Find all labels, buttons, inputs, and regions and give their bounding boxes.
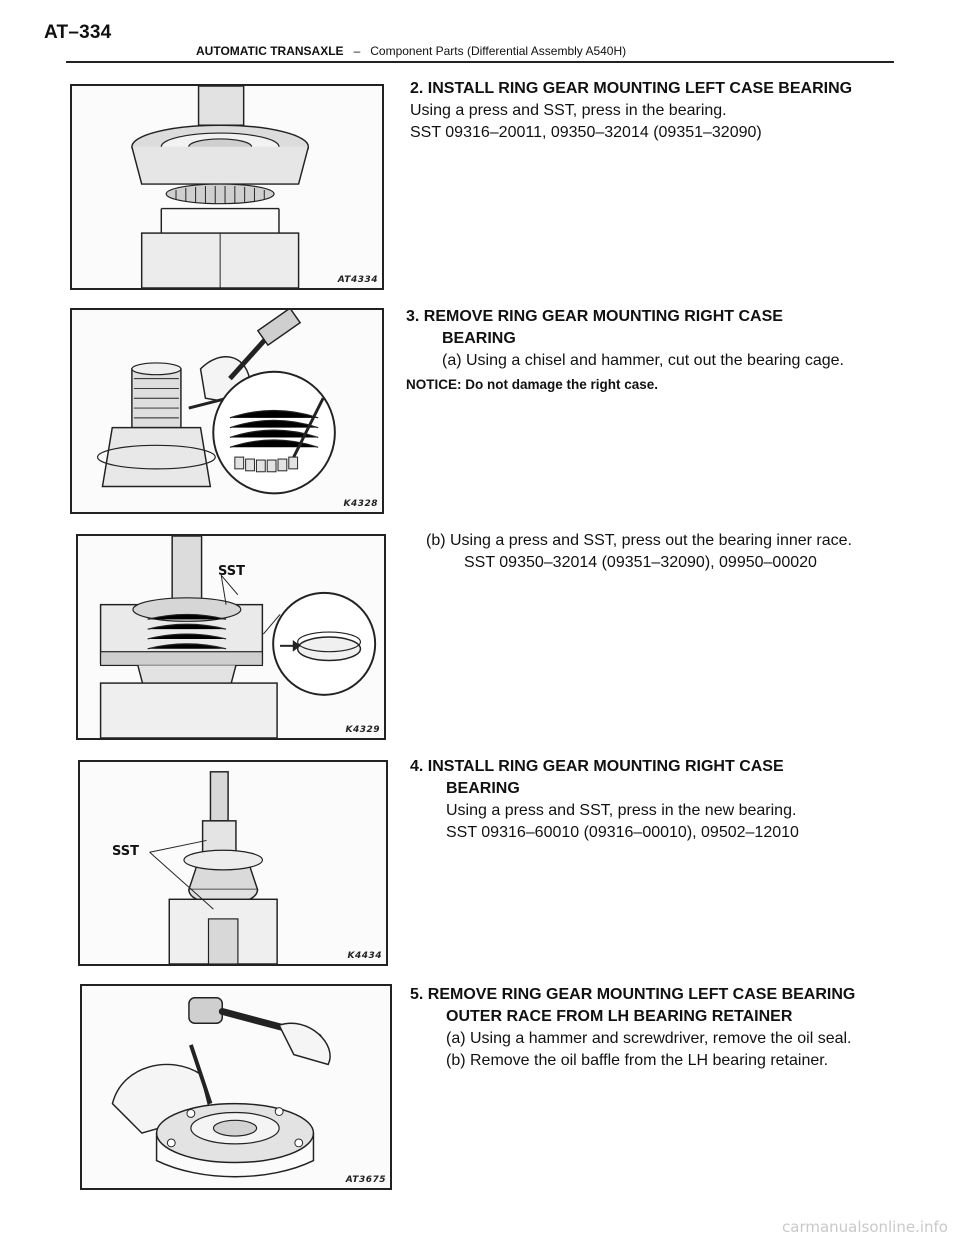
step-3-title-cont: BEARING (442, 330, 516, 347)
step-4-title: 4. INSTALL RING GEAR MOUNTING RIGHT CASE (410, 758, 784, 775)
step-3 (406, 306, 844, 396)
step-5a-instruction: (a) Using a hammer and screwdriver, remove the oil seal. (446, 1030, 852, 1047)
figure-code: AT3675 (345, 1175, 386, 1185)
step-4 (410, 756, 799, 844)
figure-cut-bearing-cage (70, 308, 384, 514)
step-5-title-cont: OUTER RACE FROM LH BEARING RETAINER (446, 1008, 793, 1025)
figure-press-out-inner-race (76, 534, 386, 740)
step-5-title: 5. REMOVE RING GEAR MOUNTING LEFT CASE BEARING (410, 986, 856, 1003)
step-4-sst: SST 09316–60010 (09316–00010), 09502–12010 (446, 824, 799, 841)
chisel-hammer-illustration (72, 310, 382, 512)
hammer-screwdriver-illustration (82, 986, 390, 1188)
press-left-bearing-illustration (72, 86, 382, 288)
figure-press-in-right-bearing (78, 760, 388, 966)
subsection-title: Component Parts (Differential Assembly A540H) (370, 44, 627, 58)
step-3b-instruction: (b) Using a press and SST, press out the bearing inner race. (426, 532, 852, 549)
figure-code: K4329 (345, 725, 380, 735)
sst-label: SST (218, 564, 246, 579)
step-5b-instruction: (b) Remove the oil baffle from the LH bearing retainer. (446, 1052, 829, 1069)
step-3a-instruction: (a) Using a chisel and hammer, cut out the bearing cage. (442, 352, 844, 369)
step-3-notice: NOTICE: Do not damage the right case. (406, 377, 659, 392)
figure-code: K4434 (347, 951, 382, 961)
figure-press-left-bearing (70, 84, 384, 290)
figure-code: AT4334 (337, 275, 378, 285)
figure-code: K4328 (343, 499, 378, 509)
running-header (196, 44, 626, 58)
page-number: AT–334 (44, 22, 112, 43)
press-right-bearing-illustration (80, 762, 386, 964)
step-2-sst: SST 09316–20011, 09350–32014 (09351–32090) (410, 124, 762, 141)
step-2 (410, 78, 852, 144)
step-3b (426, 530, 852, 574)
header-separator: – (353, 44, 361, 58)
section-title: AUTOMATIC TRANSAXLE (196, 44, 344, 58)
watermark: carmanualsonline.info (782, 1218, 948, 1236)
figure-remove-oil-seal (80, 984, 392, 1190)
step-3-title: 3. REMOVE RING GEAR MOUNTING RIGHT CASE (406, 308, 783, 325)
step-3b-sst: SST 09350–32014 (09351–32090), 09950–00020 (464, 554, 817, 571)
sst-label: SST (112, 844, 140, 859)
step-4-instruction: Using a press and SST, press in the new bearing. (446, 802, 797, 819)
step-2-title: 2. INSTALL RING GEAR MOUNTING LEFT CASE BEARING (410, 80, 853, 97)
step-4-title-cont: BEARING (446, 780, 520, 797)
header-rule (66, 61, 894, 63)
step-2-instruction: Using a press and SST, press in the bearing. (410, 102, 727, 119)
step-5 (410, 984, 855, 1072)
